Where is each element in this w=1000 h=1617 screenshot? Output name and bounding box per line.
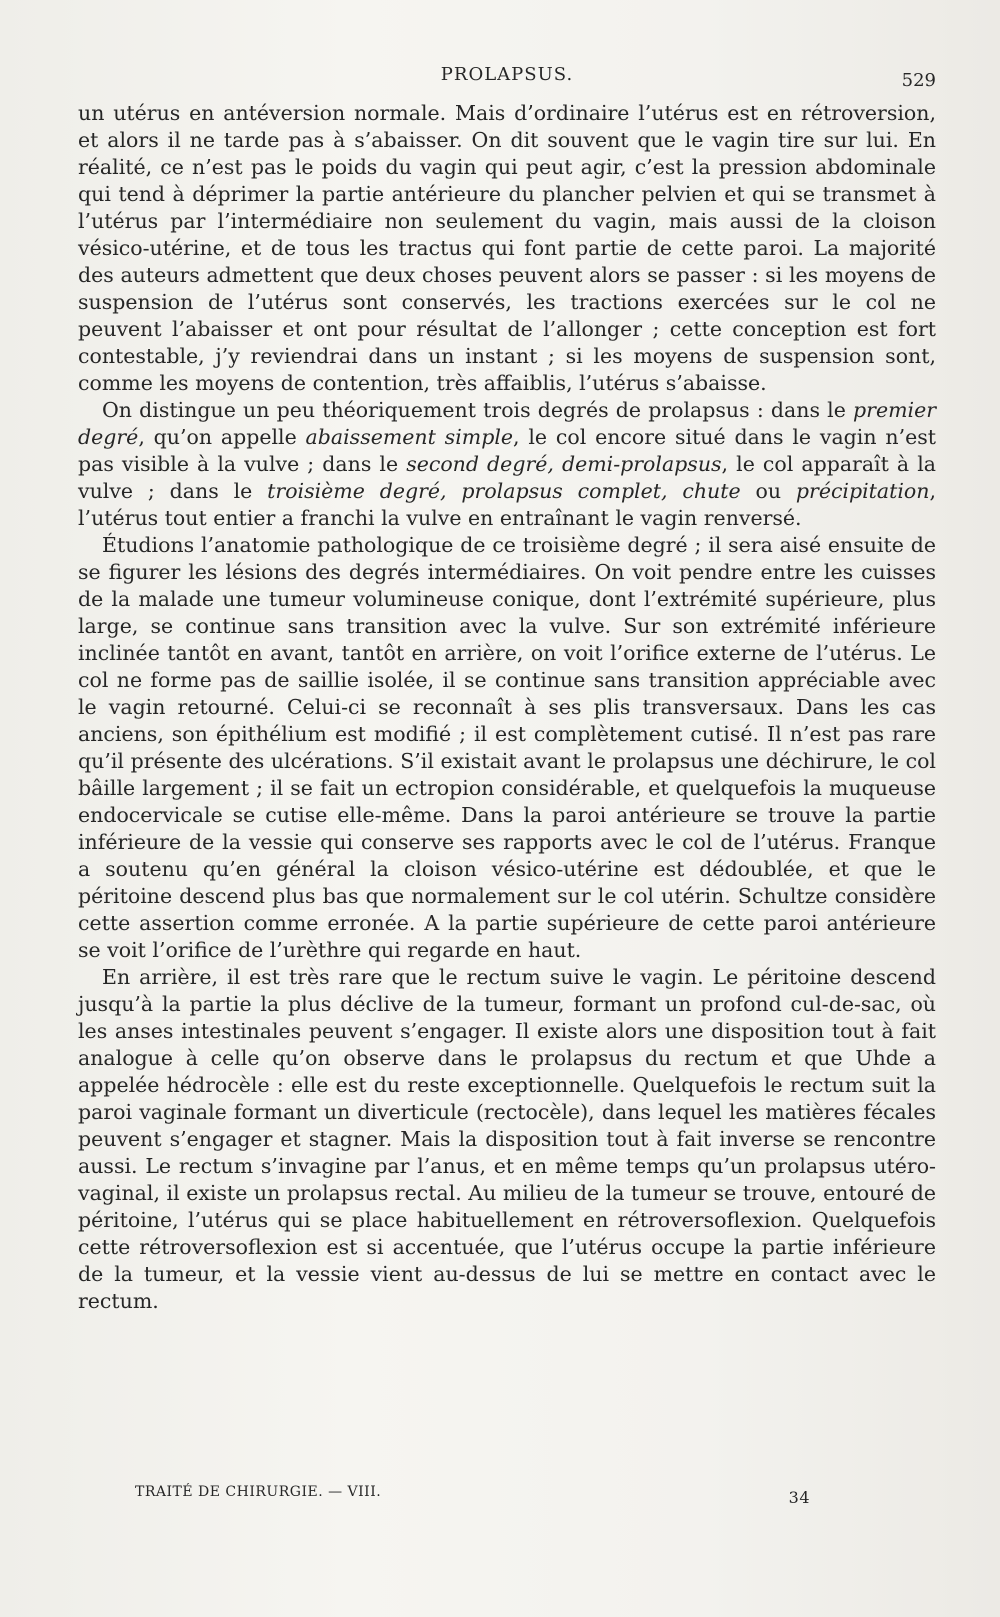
paragraph-2-text-4: , le col apparaît à la vulve ; dans le: [78, 452, 936, 503]
italic-term-premier-degre: premier degré: [78, 398, 936, 449]
italic-term-abaissement-simple: abaissement simple: [305, 425, 514, 449]
paragraph-3-text: Étudions l’anatomie pathologique de ce troisième degré ; il sera aisé ensuite de se figurer les lésions des degrés intermédiaires. On voit pendre entre les cuisses de la malade une tumeur volumineuse conique, dont l’extrémité supérieure, plus large, se continue sans transition avec la vulve. Sur son extrémité inférieure inclinée tantôt en avant, tantôt en arrière, on voit l’orifice externe de l’utérus. Le col ne forme pas de saillie isolée, il se continue sans transition appréciable avec le vagin retourné. Celui-ci se reconnaît à ses plis transversaux. Dans les cas anciens, son épithélium est modifié ; il est complètement cutisé. Il n’est pas rare qu’il présente des ulcérations. S’il existait avant le prolapsus une déchirure, le col bâille largement ; il se fait un ectropion considérable, et quelquefois la muqueuse endocervicale se cutise elle-même. Dans la paroi antérieure se trouve la partie inférieure de la vessie qui conserve ses rapports avec le col de l’utérus. Franque a soutenu qu’en général la cloison vésico-utérine est dédoublée, et que le péritoine descend plus bas que normalement sur le col utérin. Schultze considère cette assertion comme erronée. A la partie supérieure de cette paroi antérieure se voit l’orifice de l’urèthre qui regarde en haut.: [78, 533, 936, 962]
italic-term-precipitation: précipitation: [795, 479, 930, 503]
running-title: PROLAPSUS.: [440, 64, 574, 85]
footer-title: TRAITÉ DE CHIRURGIE. — VIII.: [135, 1484, 382, 1500]
paragraph-3: [78, 532, 936, 964]
paragraph-2-text-2: , qu’on appelle: [138, 425, 306, 449]
paragraph-4-text: En arrière, il est très rare que le rectum suive le vagin. Le péritoine descend jusqu’à la partie la plus déclive de la tumeur, formant un profond cul-de-sac, où les anses intestinales peuvent s’engager. Il existe alors une disposition tout à fait analogue à celle qu’on observe dans le prolapsus du rectum et que Uhde a appelée hédrocèle : elle est du reste exceptionnelle. Quelquefois le rectum suit la paroi vaginale formant un diverticule (rectocèle), dans lequel les matières fécales peuvent s’engager et stagner. Mais la disposition tout à fait inverse se rencontre aussi. Le rectum s’invagine par l’anus, et en même temps qu’un prolapsus utéro-vaginal, il existe un prolapsus rectal. Au milieu de la tumeur se trouve, entouré de péritoine, l’utérus qui se place habituellement en rétroversoflexion. Quelquefois cette rétroversoflexion est si accentuée, que l’utérus occupe la partie inférieure de la tumeur, et la vessie vient au-dessus de lui se mettre en contact avec le rectum.: [78, 965, 936, 1313]
footer-signature: 34: [788, 1488, 810, 1507]
page-footer: [135, 1484, 810, 1508]
body-text: [78, 100, 936, 1315]
paragraph-2-text-6: , l’utérus tout entier a franchi la vulve en entraînant le vagin renversé.: [78, 479, 936, 530]
page-number: 529: [901, 70, 936, 91]
italic-term-troisieme-degre: troisième degré, prolapsus complet, chute: [267, 479, 741, 503]
paragraph-1-text: un utérus en antéversion normale. Mais d’ordinaire l’utérus est en rétroversion, et alors il ne tarde pas à s’abaisser. On dit souvent que le vagin tire sur lui. En réalité, ce n’est pas le poids du vagin qui peut agir, c’est la pression abdominale qui tend à déprimer la partie antérieure du plancher pelvien et qui se transmet à l’utérus par l’intermédiaire non seulement du vagin, mais aussi de la cloison vésico-utérine, et de tous les tractus qui font partie de cette paroi. La majorité des auteurs admettent que deux choses peuvent alors se passer : si les moyens de suspension de l’utérus sont conservés, les tractions exercées sur le col ne peuvent l’abaisser et ont pour résultat de l’allonger ; cette conception est fort contestable, j’y reviendrai dans un instant ; si les moyens de suspension sont, comme les moyens de contention, très affaiblis, l’utérus s’abaisse.: [78, 101, 936, 395]
page-header: [78, 62, 936, 90]
italic-term-second-degre: second degré, demi-prolapsus: [406, 452, 722, 476]
paragraph-1: [78, 100, 936, 397]
paragraph-4: [78, 964, 936, 1315]
paragraph-2-text-3: , le col encore situé dans le vagin n’est pas visible à la vulve ; dans le: [78, 425, 936, 476]
paragraph-2-text-1: On distingue un peu théoriquement trois degrés de prolapsus : dans le: [102, 398, 854, 422]
paragraph-2-text-5: ou: [740, 479, 796, 503]
paragraph-2: [78, 397, 936, 532]
